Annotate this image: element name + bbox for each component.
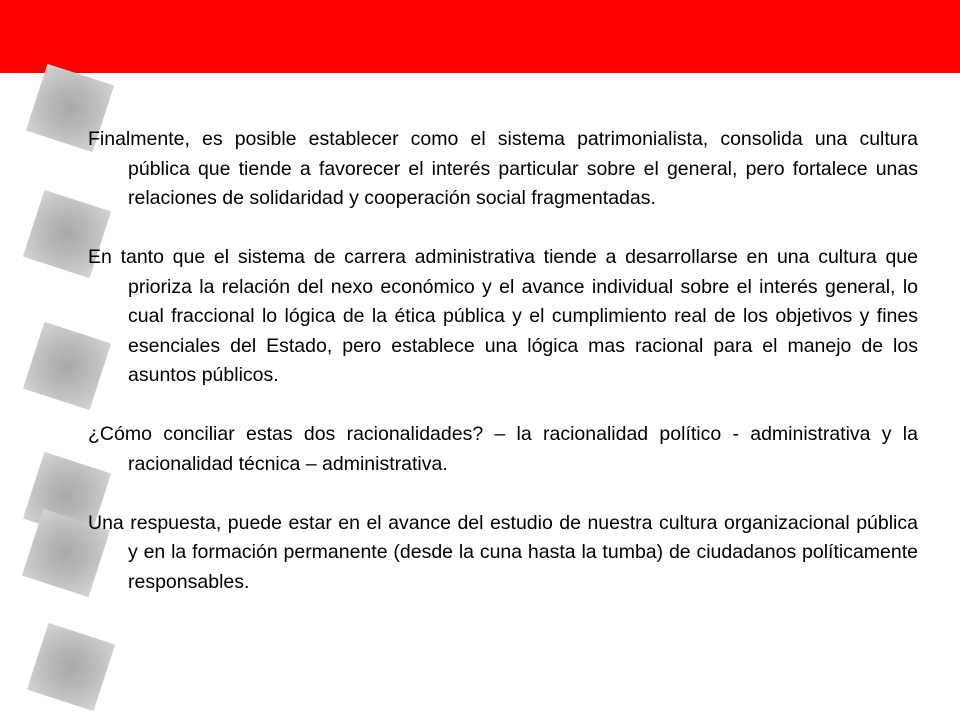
slide-body xyxy=(88,125,918,597)
decorative-diamond-shape xyxy=(27,623,115,711)
paragraph-question: ¿Cómo conciliar estas dos racionalidades? – la racionalidad político - administrativa y la racionalidad técnica – administrativa. xyxy=(88,423,918,475)
header-bar xyxy=(0,0,960,73)
paragraph-patrimonialista: Finalmente, es posible establecer como el sistema patrimonialista, consolida una cultura pública que tiende a favorecer el interés particular sobre el general, pero fortalece unas relaciones de solidaridad y cooperación social fragmentadas. xyxy=(88,128,918,209)
paragraph-answer: Una respuesta, puede estar en el avance del estudio de nuestra cultura organizacional pública y en la formación permanente (desde la cuna hasta la tumba) de ciudadanos políticamente responsables. xyxy=(88,511,918,593)
paragraph-carrera-administrativa: En tanto que el sistema de carrera administrativa tiende a desarrollarse en una cultura que prioriza la relación del nexo económico y el avance individual sobre el interés general, lo cual fraccional lo lógica de la ética pública y el cumplimiento real de los objetivos y fines esenciales del Estado, pero establece una lógica mas racional para el manejo de los asuntos públicos. xyxy=(88,246,918,386)
